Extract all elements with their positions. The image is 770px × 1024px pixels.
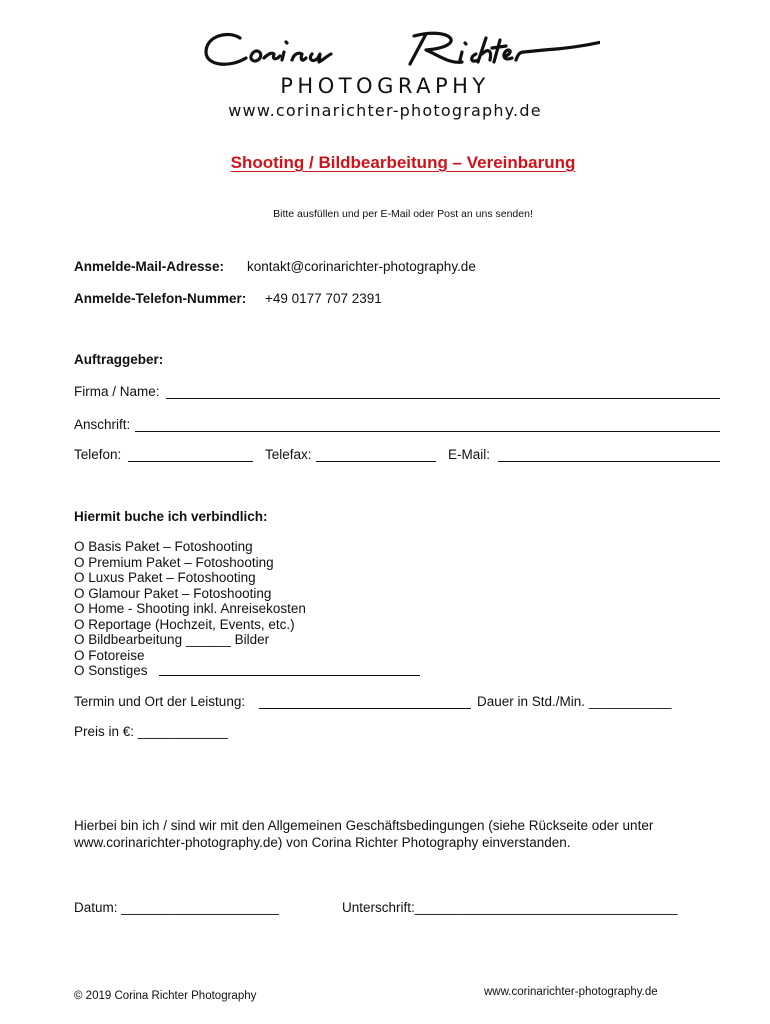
- anschrift-label: Anschrift:: [74, 417, 131, 432]
- agreement-line-2: www.corinarichter-photography.de) von Corina Richter Photography einverstanden.: [74, 835, 571, 850]
- option-glamour[interactable]: O Glamour Paket – Fotoshooting: [74, 585, 272, 601]
- instruction-text: Bitte ausfüllen und per E-Mail oder Post an uns senden!: [273, 208, 533, 220]
- option-luxus[interactable]: O Luxus Paket – Fotoshooting: [74, 570, 256, 585]
- booking-heading: Hiermit buche ich verbindlich:: [74, 509, 268, 524]
- phone-label: Anmelde-Telefon-Nummer:: [74, 291, 247, 306]
- telefax-label: Telefax:: [265, 447, 312, 462]
- telefax-input-line[interactable]: [316, 461, 436, 462]
- email-label: E-Mail:: [448, 447, 491, 462]
- footer-copyright: © 2019 Corina Richter Photography: [74, 990, 257, 1002]
- logo-url: www.corinarichter-photography.de: [228, 101, 542, 120]
- firma-input-line[interactable]: [166, 398, 720, 399]
- client-heading: Auftraggeber:: [74, 352, 164, 367]
- option-sonstiges[interactable]: O Sonstiges: [74, 663, 148, 678]
- telefon-input-line[interactable]: [128, 461, 253, 462]
- termin-label: Termin und Ort der Leistung:: [74, 694, 246, 709]
- termin-input-line[interactable]: [259, 708, 471, 709]
- mail-value[interactable]: kontakt@corinarichter-photography.de: [247, 259, 476, 274]
- option-bildbearbeitung[interactable]: O Bildbearbeitung ______ Bilder: [74, 632, 270, 647]
- anschrift-input-line[interactable]: [135, 431, 720, 432]
- option-basis[interactable]: O Basis Paket – Fotoshooting: [74, 539, 253, 554]
- option-premium[interactable]: O Premium Paket – Fotoshooting: [74, 554, 274, 570]
- mail-label: Anmelde-Mail-Adresse:: [74, 259, 225, 274]
- unterschrift-field[interactable]: Unterschrift:___________________________________: [342, 900, 678, 915]
- logo-subtitle: PHOTOGRAPHY: [280, 74, 490, 98]
- phone-value: +49 0177 707 2391: [265, 291, 382, 306]
- footer-url[interactable]: www.corinarichter-photography.de: [484, 986, 658, 998]
- agreement-line-1: Hierbei bin ich / sind wir mit den Allgemeinen Geschäftsbedingungen (siehe Rückseite oder unter: [74, 818, 654, 833]
- sonstiges-input-line[interactable]: [159, 675, 420, 676]
- dauer-label[interactable]: Dauer in Std./Min. ___________: [477, 694, 672, 709]
- telefon-label: Telefon:: [74, 447, 122, 462]
- email-input-line[interactable]: [498, 461, 720, 462]
- datum-field[interactable]: Datum: _____________________: [74, 900, 279, 915]
- preis-label[interactable]: Preis in €: ____________: [74, 724, 228, 739]
- corina-richter-signature-logo: [200, 28, 600, 74]
- firma-label: Firma / Name:: [74, 384, 160, 399]
- option-fotoreise[interactable]: O Fotoreise: [74, 647, 145, 663]
- option-reportage[interactable]: O Reportage (Hochzeit, Events, etc.): [74, 616, 295, 632]
- option-home[interactable]: O Home - Shooting inkl. Anreisekosten: [74, 601, 306, 616]
- document-title: Shooting / Bildbearbeitung – Vereinbarung: [230, 153, 576, 172]
